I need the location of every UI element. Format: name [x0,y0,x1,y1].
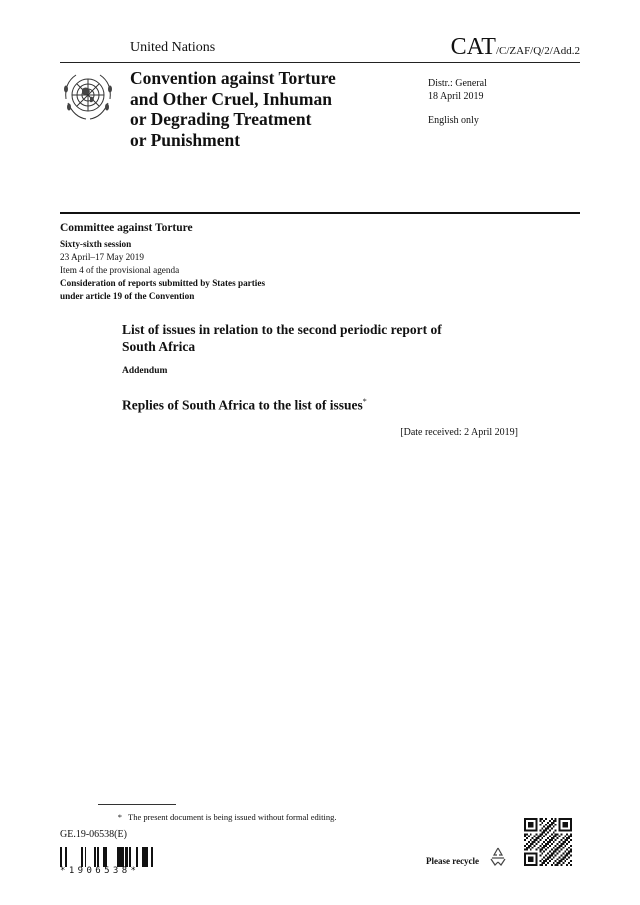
language-note: English only [428,115,479,126]
distribution-type: Distr.: General [428,78,487,89]
convention-title-line: or Punishment [130,129,241,150]
consideration-line: Consideration of reports submitted by States parties [60,278,266,288]
footnote-rule [98,804,176,805]
recycle-label: Please recycle [426,856,480,866]
barcode-icon [60,847,154,867]
document-title-line: List of issues in relation to the second periodic report of [122,322,442,337]
qr-code-icon [524,818,572,866]
section-rule [60,212,580,214]
consideration-line: under article 19 of the Convention [60,291,195,301]
organization-name: United Nations [130,40,216,55]
footnote-reference[interactable]: * [362,397,367,406]
footnote-text: The present document is being issued without formal editing. [128,812,337,822]
symbol-main: CAT [450,34,496,60]
committee-name: Committee against Torture [60,222,193,234]
agenda-item: Item 4 of the provisional agenda [60,265,180,275]
document-title [122,321,512,355]
convention-title-line: or Degrading Treatment [130,109,312,129]
un-emblem-icon [60,69,116,125]
convention-title [130,68,380,150]
distribution-date: 18 April 2019 [428,91,484,102]
job-number: GE.19-06538(E) [60,829,127,840]
convention-title-line: and Other Cruel, Inhuman [130,88,332,109]
session-info [60,238,265,303]
addendum-label: Addendum [122,366,168,376]
replies-text: Replies of South Africa to the list of issues [122,397,363,413]
barcode-text: *1906538* [60,866,140,876]
convention-title-line: Convention against Torture [130,68,336,88]
footnote [98,812,336,822]
replies-heading [122,397,367,414]
header-rule [60,62,580,63]
footnote-marker: * [117,812,122,822]
document-symbol [451,34,580,61]
date-received: [Date received: 2 April 2019] [400,427,518,438]
distribution-block [428,77,487,103]
session-dates: 23 April–17 May 2019 [60,252,144,262]
recycle-icon [487,845,509,867]
symbol-suffix: /C/ZAF/Q/2/Add.2 [495,45,580,57]
session-name: Sixty-sixth session [60,239,132,249]
document-title-line: South Africa [122,339,196,354]
